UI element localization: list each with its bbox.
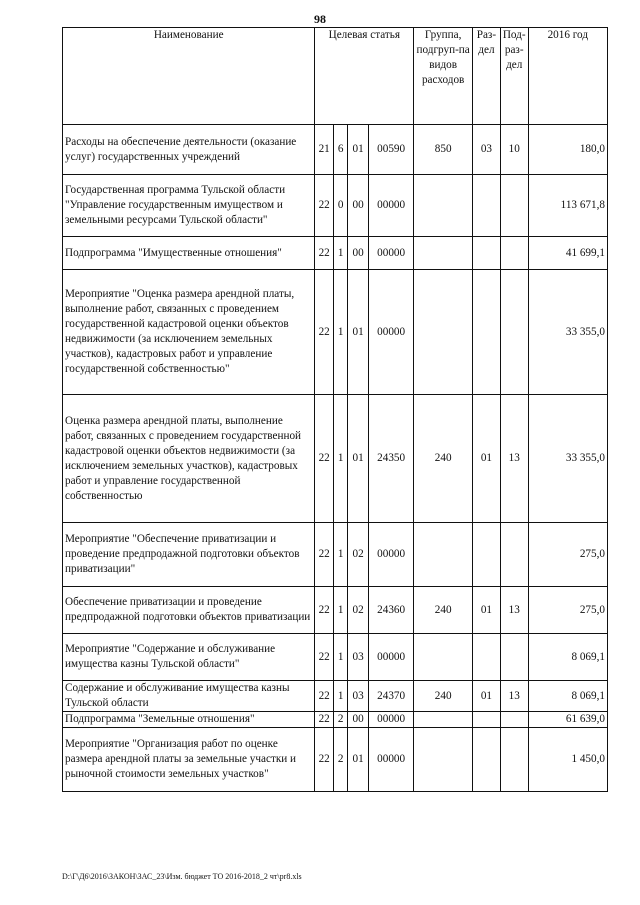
subsection-code: 13	[500, 395, 528, 523]
target-code-part4: 00000	[368, 237, 413, 270]
expense-group: 240	[414, 587, 473, 634]
footer-file-path: D:\Г\Д6\2016\ЗАКОН\ЗАС_23\Изм. бюджет ТО 2016-2018_2 чт\pr8.xls	[62, 872, 302, 881]
subsection-code: 10	[500, 125, 528, 175]
target-code-part3: 00	[348, 175, 369, 237]
table-row	[63, 523, 608, 587]
target-code-part4: 00000	[368, 634, 413, 681]
target-code-part2: 0	[333, 175, 347, 237]
target-code-part1: 22	[315, 634, 334, 681]
target-code-part1: 22	[315, 587, 334, 634]
row-name: Оценка размера арендной платы, выполнение работ, связанных с проведением государственной кадастровой оценки объектов недвижимости (за исключением земельных участков), кадастровых работ и управление государственной собственностью	[63, 395, 315, 523]
target-code-part3: 00	[348, 237, 369, 270]
section-code: 01	[473, 395, 501, 523]
subsection-code	[500, 523, 528, 587]
expense-group	[414, 634, 473, 681]
target-code-part1: 22	[315, 395, 334, 523]
table-row	[63, 270, 608, 395]
section-code	[473, 237, 501, 270]
row-name: Мероприятие "Оценка размера арендной платы, выполнение работ, связанных с проведением государственной кадастровой оценки объектов недвижимости (за исключением земельных участков), кадастровых работ и управление государственной собственностью"	[63, 270, 315, 395]
target-code-part4: 24360	[368, 587, 413, 634]
target-code-part1: 22	[315, 712, 334, 728]
subsection-code	[500, 712, 528, 728]
row-name: Мероприятие "Организация работ по оценке размера арендной платы за земельные участки и рыночной стоимости земельных участков"	[63, 728, 315, 792]
target-code-part1: 22	[315, 237, 334, 270]
row-name: Содержание и обслуживание имущества казны Тульской области	[63, 681, 315, 712]
row-name: Мероприятие "Обеспечение приватизации и проведение предпродажной подготовки объектов приватизации"	[63, 523, 315, 587]
expense-group: 850	[414, 125, 473, 175]
row-name: Обеспечение приватизации и проведение предпродажной подготовки объектов приватизации	[63, 587, 315, 634]
section-code	[473, 175, 501, 237]
target-code-part4: 00590	[368, 125, 413, 175]
table-row	[63, 237, 608, 270]
section-code	[473, 712, 501, 728]
target-code-part3: 03	[348, 634, 369, 681]
expense-group: 240	[414, 395, 473, 523]
header-target-article: Целевая статья	[315, 28, 414, 125]
header-row	[63, 28, 608, 125]
section-code	[473, 523, 501, 587]
target-code-part2: 2	[333, 728, 347, 792]
target-code-part4: 24350	[368, 395, 413, 523]
section-code: 01	[473, 587, 501, 634]
row-name: Государственная программа Тульской области "Управление государственным имуществом и земельными ресурсами Тульской области"	[63, 175, 315, 237]
amount-2016: 275,0	[528, 523, 607, 587]
target-code-part3: 02	[348, 587, 369, 634]
section-code: 01	[473, 681, 501, 712]
target-code-part3: 03	[348, 681, 369, 712]
expense-group	[414, 712, 473, 728]
target-code-part4: 00000	[368, 270, 413, 395]
target-code-part2: 1	[333, 237, 347, 270]
table-row	[63, 125, 608, 175]
target-code-part3: 01	[348, 270, 369, 395]
table-row	[63, 712, 608, 728]
target-code-part2: 6	[333, 125, 347, 175]
amount-2016: 275,0	[528, 587, 607, 634]
subsection-code	[500, 270, 528, 395]
section-code: 03	[473, 125, 501, 175]
target-code-part2: 1	[333, 634, 347, 681]
target-code-part2: 1	[333, 395, 347, 523]
target-code-part2: 2	[333, 712, 347, 728]
page-number: 98	[314, 12, 326, 26]
target-code-part4: 00000	[368, 175, 413, 237]
amount-2016: 180,0	[528, 125, 607, 175]
subsection-code	[500, 237, 528, 270]
row-name: Подпрограмма "Земельные отношения"	[63, 712, 315, 728]
target-code-part3: 01	[348, 125, 369, 175]
amount-2016: 41 699,1	[528, 237, 607, 270]
amount-2016: 113 671,8	[528, 175, 607, 237]
target-code-part2: 1	[333, 587, 347, 634]
expense-group	[414, 175, 473, 237]
row-name: Мероприятие "Содержание и обслуживание имущества казны Тульской области"	[63, 634, 315, 681]
amount-2016: 8 069,1	[528, 681, 607, 712]
expense-group	[414, 237, 473, 270]
header-subsection: Под-раз-дел	[500, 28, 528, 125]
expense-group	[414, 270, 473, 395]
target-code-part3: 01	[348, 728, 369, 792]
table-row	[63, 587, 608, 634]
target-code-part3: 01	[348, 395, 369, 523]
row-name: Расходы на обеспечение деятельности (оказание услуг) государственных учреждений	[63, 125, 315, 175]
amount-2016: 61 639,0	[528, 712, 607, 728]
subsection-code	[500, 175, 528, 237]
table-row	[63, 395, 608, 523]
expense-group	[414, 523, 473, 587]
target-code-part1: 22	[315, 175, 334, 237]
target-code-part2: 1	[333, 681, 347, 712]
budget-table	[62, 27, 608, 792]
amount-2016: 33 355,0	[528, 395, 607, 523]
table-body	[63, 125, 608, 792]
table-row	[63, 728, 608, 792]
expense-group	[414, 728, 473, 792]
table-row	[63, 634, 608, 681]
amount-2016: 1 450,0	[528, 728, 607, 792]
table-row	[63, 175, 608, 237]
header-year: 2016 год	[528, 28, 607, 125]
target-code-part4: 00000	[368, 712, 413, 728]
section-code	[473, 270, 501, 395]
target-code-part1: 22	[315, 728, 334, 792]
target-code-part1: 21	[315, 125, 334, 175]
target-code-part3: 00	[348, 712, 369, 728]
subsection-code	[500, 728, 528, 792]
amount-2016: 8 069,1	[528, 634, 607, 681]
amount-2016: 33 355,0	[528, 270, 607, 395]
target-code-part4: 00000	[368, 728, 413, 792]
target-code-part4: 00000	[368, 523, 413, 587]
section-code	[473, 634, 501, 681]
target-code-part1: 22	[315, 523, 334, 587]
table-row	[63, 681, 608, 712]
subsection-code	[500, 634, 528, 681]
target-code-part1: 22	[315, 270, 334, 395]
row-name: Подпрограмма "Имущественные отношения"	[63, 237, 315, 270]
expense-group: 240	[414, 681, 473, 712]
subsection-code: 13	[500, 587, 528, 634]
subsection-code: 13	[500, 681, 528, 712]
section-code	[473, 728, 501, 792]
target-code-part3: 02	[348, 523, 369, 587]
header-name: Наименование	[63, 28, 315, 125]
target-code-part4: 24370	[368, 681, 413, 712]
target-code-part2: 1	[333, 270, 347, 395]
target-code-part1: 22	[315, 681, 334, 712]
target-code-part2: 1	[333, 523, 347, 587]
header-section: Раз-дел	[473, 28, 501, 125]
header-group: Группа, подгруп-па видов расходов	[414, 28, 473, 125]
